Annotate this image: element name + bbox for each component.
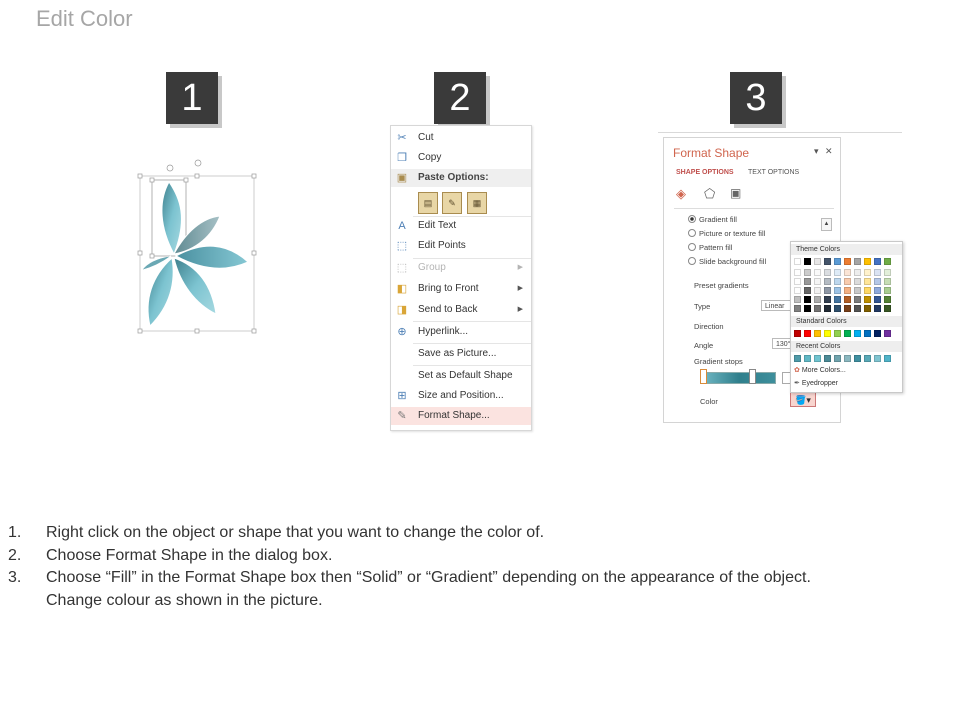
menu-label-group: Group — [418, 262, 446, 273]
recent-color-swatch[interactable] — [884, 355, 891, 362]
menu-label-edit-text: Edit Text — [418, 220, 457, 231]
theme-color-swatch[interactable] — [794, 296, 801, 303]
theme-color-swatch[interactable] — [854, 258, 861, 265]
menu-label-set-default-shape: Set as Default Shape — [418, 370, 513, 381]
theme-color-swatch[interactable] — [804, 296, 811, 303]
theme-color-swatch[interactable] — [874, 287, 881, 294]
angle-label: Angle — [694, 341, 714, 350]
theme-color-swatch[interactable] — [824, 269, 831, 276]
theme-color-swatch[interactable] — [834, 305, 841, 312]
hyperlink-icon: ⊕ — [397, 326, 407, 338]
standard-color-swatch[interactable] — [854, 330, 861, 337]
theme-color-swatch[interactable] — [864, 278, 871, 285]
menu-item-group[interactable] — [391, 259, 531, 277]
color-picker-popup — [790, 241, 903, 393]
theme-color-swatch[interactable] — [864, 258, 871, 265]
radio-icon — [688, 243, 696, 251]
panel-3-divider — [658, 132, 902, 133]
theme-color-swatch[interactable] — [854, 305, 861, 312]
scroll-up-button[interactable]: ▲ — [821, 218, 832, 231]
edit-text-icon: A — [398, 220, 406, 232]
menu-separator — [413, 343, 531, 344]
theme-color-swatch[interactable] — [834, 258, 841, 265]
theme-color-swatch[interactable] — [864, 305, 871, 312]
menu-label-format-shape: Format Shape... — [418, 410, 490, 421]
menu-item-copy[interactable] — [391, 149, 531, 167]
radio-selected-icon — [688, 215, 696, 223]
standard-color-swatch[interactable] — [814, 330, 821, 337]
menu-label-copy: Copy — [418, 152, 442, 163]
theme-color-swatch[interactable] — [874, 278, 881, 285]
standard-color-swatch[interactable] — [874, 330, 881, 337]
more-colors-label: More Colors... — [801, 367, 846, 374]
tab-text-options[interactable]: TEXT OPTIONS — [748, 169, 800, 176]
option-picture-texture-fill[interactable] — [688, 229, 765, 238]
bring-to-front-icon: ◧ — [396, 283, 408, 295]
theme-color-swatch[interactable] — [804, 278, 811, 285]
theme-color-swatch[interactable] — [794, 305, 801, 312]
theme-color-swatch[interactable] — [884, 269, 891, 276]
submenu-arrow-icon: ▶ — [517, 306, 523, 313]
eyedropper-label: Eyedropper — [801, 380, 839, 387]
fill-line-icon[interactable]: ◈ — [676, 186, 686, 201]
color-label: Color — [700, 397, 718, 406]
theme-color-swatch[interactable] — [854, 287, 861, 294]
step-badge-3: 3 — [730, 72, 782, 124]
paste-use-destination-icon[interactable]: ✎ — [442, 192, 462, 214]
theme-color-swatch[interactable] — [834, 287, 841, 294]
menu-item-bring-to-front[interactable] — [391, 280, 531, 298]
theme-color-swatch[interactable] — [844, 296, 851, 303]
theme-color-swatch[interactable] — [824, 278, 831, 285]
option-label: Slide background fill — [699, 257, 767, 266]
theme-color-swatch[interactable] — [844, 305, 851, 312]
radio-icon — [688, 229, 696, 237]
theme-color-swatch[interactable] — [814, 287, 821, 294]
gradient-stops-label: Gradient stops — [694, 357, 743, 366]
instruction-item — [8, 590, 952, 613]
theme-color-swatch[interactable] — [824, 305, 831, 312]
menu-label-size-and-position: Size and Position... — [418, 390, 504, 401]
instruction-text: Change colour as shown in the picture. — [46, 591, 323, 609]
slide-title: Edit Color — [36, 6, 133, 31]
option-slide-background-fill[interactable] — [688, 257, 766, 266]
option-label: Gradient fill — [699, 215, 737, 224]
step-badge-1: 1 — [166, 72, 218, 124]
menu-separator — [413, 365, 531, 366]
theme-color-swatch[interactable] — [844, 278, 851, 285]
menu-label-save-as-picture: Save as Picture... — [418, 348, 497, 359]
scissors-icon: ✂ — [397, 132, 407, 144]
instruction-text: Right click on the object or shape that you want to change the color of. — [46, 524, 545, 541]
theme-color-swatch[interactable] — [794, 278, 801, 285]
submenu-arrow-icon: ▶ — [517, 285, 523, 292]
palette-icon: ✿ — [794, 367, 800, 374]
type-select[interactable]: Linear — [761, 300, 821, 311]
paste-keep-source-icon[interactable]: ▤ — [418, 192, 438, 214]
copy-icon: ❐ — [397, 152, 407, 164]
theme-color-swatch[interactable] — [804, 269, 811, 276]
theme-color-swatch[interactable] — [834, 269, 841, 276]
theme-colors-label: Theme Colors — [796, 246, 840, 253]
size-properties-icon[interactable]: ▣ — [730, 186, 742, 200]
theme-color-swatch[interactable] — [854, 296, 861, 303]
standard-color-swatch[interactable] — [794, 330, 801, 337]
clipboard-icon: ▣ — [396, 172, 408, 184]
close-icon[interactable]: ✕ — [825, 146, 833, 156]
option-label: Picture or texture fill — [699, 229, 766, 238]
theme-color-swatch[interactable] — [804, 287, 811, 294]
pane-divider — [674, 208, 834, 209]
instruction-item — [8, 567, 952, 590]
theme-color-swatch[interactable] — [794, 287, 801, 294]
recent-color-swatch[interactable] — [874, 355, 881, 362]
standard-color-swatch[interactable] — [884, 330, 891, 337]
standard-color-swatch[interactable] — [864, 330, 871, 337]
angle-input[interactable]: 130° — [772, 338, 794, 349]
menu-label-paste-options: Paste Options: — [418, 172, 489, 183]
recent-colors-header — [791, 341, 902, 352]
theme-color-swatch[interactable] — [854, 269, 861, 276]
fill-color-button[interactable]: 🪣▾ — [790, 392, 816, 407]
send-to-back-icon: ◨ — [396, 304, 408, 316]
selected-flower-shape[interactable] — [136, 158, 260, 336]
recent-color-swatch[interactable] — [794, 355, 801, 362]
theme-color-swatch[interactable] — [824, 296, 831, 303]
flower-shape-graphic — [136, 158, 260, 336]
theme-color-swatch[interactable] — [814, 296, 821, 303]
recent-color-swatch[interactable] — [844, 355, 851, 362]
radio-icon — [688, 257, 696, 265]
paste-picture-icon[interactable]: ▦ — [467, 192, 487, 214]
menu-label-hyperlink: Hyperlink... — [418, 326, 469, 337]
edit-points-icon: ⬚ — [396, 240, 408, 252]
theme-color-swatch[interactable] — [824, 287, 831, 294]
step-badge-2: 2 — [434, 72, 486, 124]
theme-color-swatch[interactable] — [794, 258, 801, 265]
instruction-item — [8, 522, 952, 545]
instruction-number: 2. — [8, 546, 22, 564]
theme-color-swatch[interactable] — [884, 258, 891, 265]
theme-color-swatch[interactable] — [804, 258, 811, 265]
menu-header-paste-options — [391, 169, 531, 187]
standard-colors-header — [791, 316, 902, 327]
recent-color-swatch[interactable] — [814, 355, 821, 362]
instruction-number: 1. — [8, 524, 22, 541]
effects-icon[interactable]: ⬠ — [704, 186, 716, 201]
theme-color-swatch[interactable] — [844, 269, 851, 276]
theme-color-swatch[interactable] — [874, 258, 881, 265]
recent-color-swatch[interactable] — [824, 355, 831, 362]
theme-color-swatch[interactable] — [814, 305, 821, 312]
theme-color-swatch[interactable] — [864, 269, 871, 276]
menu-label-bring-to-front: Bring to Front — [418, 283, 479, 294]
theme-color-swatch[interactable] — [804, 305, 811, 312]
theme-color-swatch[interactable] — [874, 296, 881, 303]
theme-color-swatch[interactable] — [864, 296, 871, 303]
gradient-stop-handle[interactable] — [749, 369, 756, 384]
option-label: Pattern fill — [699, 243, 733, 252]
option-gradient-fill[interactable] — [688, 215, 737, 224]
standard-color-swatch[interactable] — [804, 330, 811, 337]
recent-color-swatch[interactable] — [864, 355, 871, 362]
recent-color-swatch[interactable] — [804, 355, 811, 362]
type-label: Type — [694, 302, 711, 311]
instruction-text: Choose Format Shape in the dialog box. — [46, 546, 333, 564]
menu-item-format-shape[interactable] — [391, 407, 531, 425]
theme-color-swatch[interactable] — [794, 269, 801, 276]
theme-color-swatch[interactable] — [864, 287, 871, 294]
option-pattern-fill[interactable] — [688, 243, 732, 252]
theme-color-swatch[interactable] — [884, 278, 891, 285]
theme-color-swatch[interactable] — [824, 258, 831, 265]
theme-color-swatch[interactable] — [874, 269, 881, 276]
standard-color-swatch[interactable] — [844, 330, 851, 337]
menu-item-edit-points[interactable] — [391, 237, 531, 255]
menu-label-cut: Cut — [418, 132, 434, 143]
theme-color-swatch[interactable] — [814, 269, 821, 276]
gradient-stop-handle[interactable] — [700, 369, 707, 384]
group-icon: ⬚ — [396, 262, 408, 274]
theme-color-swatch[interactable] — [814, 258, 821, 265]
format-pane-title: Format Shape — [673, 146, 750, 160]
theme-color-swatch[interactable] — [854, 278, 861, 285]
format-shape-icon: ✎ — [397, 410, 407, 422]
theme-color-swatch[interactable] — [884, 296, 891, 303]
size-position-icon: ⊞ — [397, 390, 407, 402]
standard-color-swatch[interactable] — [834, 330, 841, 337]
menu-item-send-to-back[interactable] — [391, 301, 531, 319]
more-colors-item[interactable] — [794, 365, 846, 377]
instruction-item — [8, 545, 952, 568]
menu-item-save-as-picture[interactable] — [391, 345, 531, 363]
theme-color-swatch[interactable] — [884, 305, 891, 312]
theme-color-swatch[interactable] — [814, 278, 821, 285]
gradient-stops-bar[interactable] — [702, 372, 776, 384]
eyedropper-item[interactable] — [794, 378, 838, 390]
theme-color-swatch[interactable] — [834, 278, 841, 285]
recent-color-swatch[interactable] — [834, 355, 841, 362]
recent-colors-label: Recent Colors — [796, 343, 841, 350]
theme-color-swatch[interactable] — [884, 287, 891, 294]
menu-item-edit-text[interactable] — [391, 217, 531, 235]
menu-item-cut[interactable] — [391, 129, 531, 147]
theme-color-swatch[interactable] — [844, 258, 851, 265]
preset-gradients-label: Preset gradients — [694, 281, 749, 290]
menu-item-size-and-position[interactable] — [391, 387, 531, 405]
submenu-arrow-icon: ▶ — [517, 264, 523, 271]
theme-color-swatch[interactable] — [874, 305, 881, 312]
standard-color-swatch[interactable] — [824, 330, 831, 337]
theme-colors-header — [791, 244, 902, 255]
menu-label-edit-points: Edit Points — [418, 240, 466, 251]
theme-color-swatch[interactable] — [834, 296, 841, 303]
context-menu — [390, 125, 532, 431]
eyedropper-icon: ✒ — [794, 380, 800, 387]
recent-color-swatch[interactable] — [854, 355, 861, 362]
menu-item-hyperlink[interactable] — [391, 323, 531, 341]
menu-label-send-to-back: Send to Back — [418, 304, 478, 315]
chevron-down-icon[interactable]: ▾ — [814, 146, 819, 156]
menu-item-set-default-shape[interactable] — [391, 367, 531, 385]
direction-label: Direction — [694, 322, 724, 331]
instruction-number: 3. — [8, 569, 22, 586]
tab-shape-options[interactable]: SHAPE OPTIONS — [676, 169, 734, 176]
instructions-list — [8, 522, 952, 612]
menu-separator — [413, 321, 531, 322]
standard-colors-label: Standard Colors — [796, 318, 847, 325]
instruction-text: Choose “Fill” in the Format Shape box then “Solid” or “Gradient” depending on the appearance of the object. — [46, 569, 811, 586]
theme-color-swatch[interactable] — [844, 287, 851, 294]
